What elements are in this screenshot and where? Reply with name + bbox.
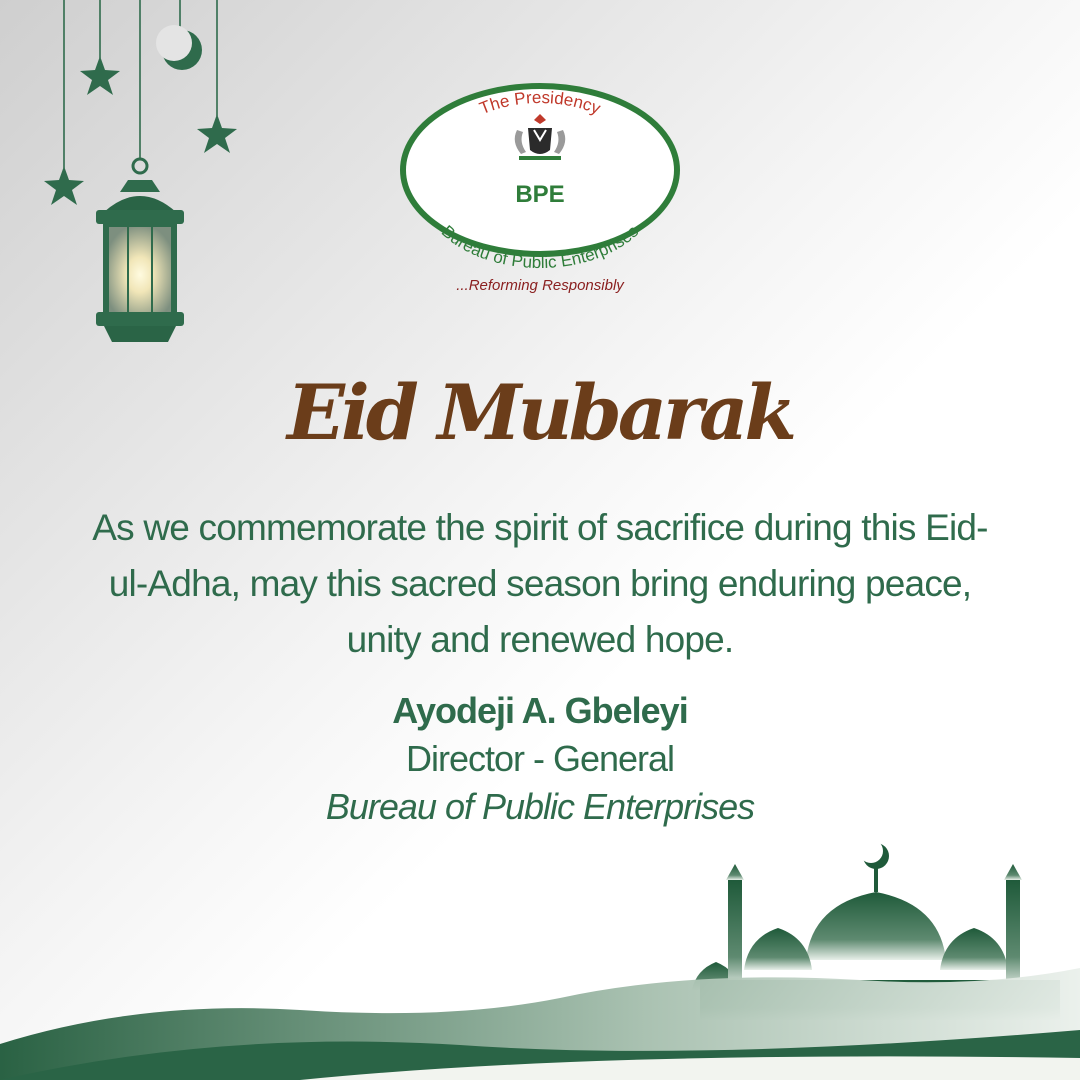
greeting-title: Eid Mubarak <box>286 368 794 457</box>
bpe-logo <box>395 78 685 308</box>
signatory-organization: Bureau of Public Enterprises <box>325 786 755 827</box>
signatory-role: Director - General <box>405 738 675 779</box>
hanging-decorations <box>0 0 260 360</box>
star-icon <box>80 56 120 95</box>
greeting-message: As we commemorate the spirit of sacrifice during this Eid-ul-Adha, may this sacred season bring enduring peace, unity and renewed hope. <box>92 507 988 660</box>
logo-top-text: The Presidency <box>476 87 604 119</box>
mosque-landscape <box>0 830 1080 1080</box>
signatory-name: Ayodeji A. Gbeleyi <box>392 690 688 731</box>
logo-acronym: BPE <box>515 181 565 208</box>
logo-bottom-text: Bureau of Public Enterprises <box>437 221 643 273</box>
logo-tagline: ...Reforming Responsibly <box>456 277 624 294</box>
crescent-icon <box>156 25 202 70</box>
lantern-icon <box>96 159 184 342</box>
star-icon <box>197 114 237 153</box>
star-icon <box>44 166 84 205</box>
